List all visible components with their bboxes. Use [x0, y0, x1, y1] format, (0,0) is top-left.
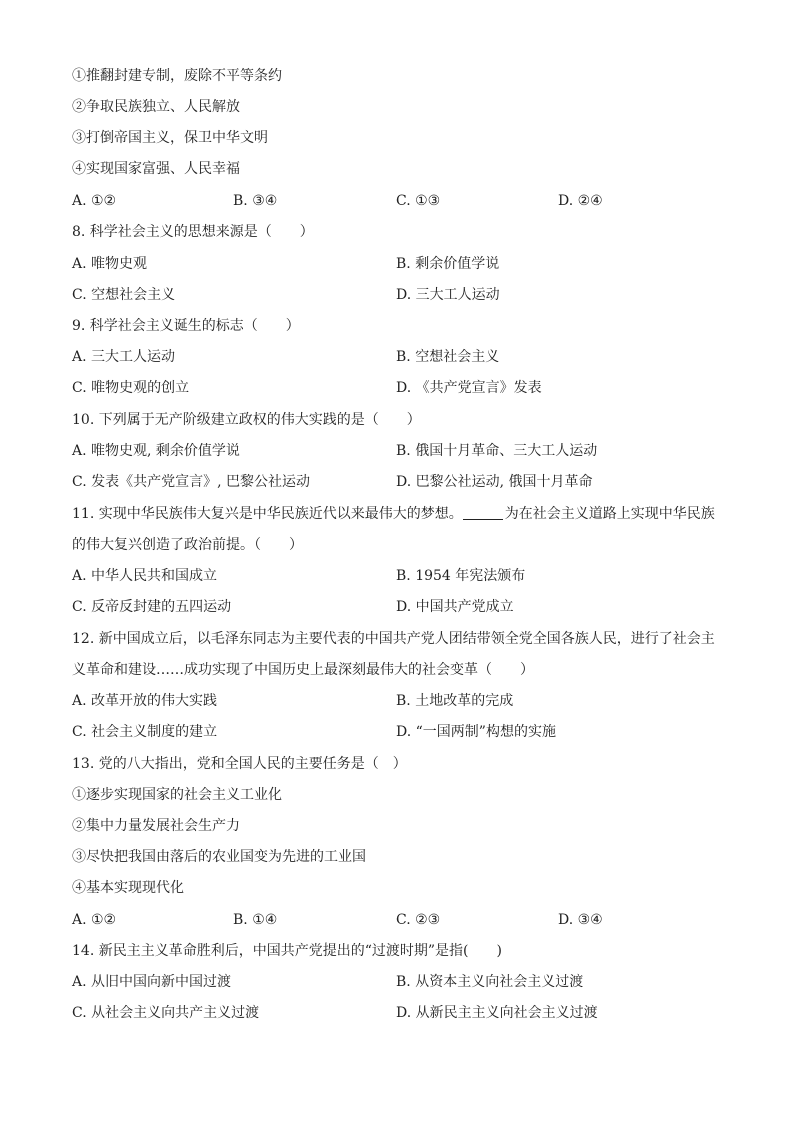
q11-option-c: C. 反帝反封建的五四运动	[72, 599, 232, 615]
question-11-stem	[72, 504, 715, 524]
statement-3: ③打倒帝国主义，保卫中华文明	[72, 130, 268, 146]
q8-option-d: D. 三大工人运动	[396, 287, 500, 303]
q11-option-d: D. 中国共产党成立	[396, 599, 514, 615]
q10-option-b: B. 俄国十月革命、三大工人运动	[396, 443, 598, 459]
q13-statement-3: ③尽快把我国由落后的农业国变为先进的工业国	[72, 849, 366, 865]
q9-option-c: C. 唯物史观的创立	[72, 380, 190, 396]
q13-option-b: B. ①④	[233, 912, 278, 928]
option-b: B. ③④	[233, 193, 278, 209]
option-c: C. ①③	[396, 193, 441, 209]
option-d: D. ②④	[558, 193, 603, 209]
q12-option-a: A. 改革开放的伟大实践	[72, 693, 218, 709]
q9-option-b: B. 空想社会主义	[396, 349, 500, 365]
q13-option-a: A. ①②	[72, 912, 117, 928]
question-8-stem: 8. 科学社会主义的思想来源是（ ）	[72, 224, 314, 240]
q13-option-c: C. ②③	[396, 912, 441, 928]
question-10-stem: 10. 下列属于无产阶级建立政权的伟大实践的是（ ）	[72, 412, 421, 428]
statement-2: ②争取民族独立、人民解放	[72, 99, 240, 115]
q8-option-c: C. 空想社会主义	[72, 287, 176, 303]
question-9-stem: 9. 科学社会主义诞生的标志（ ）	[72, 318, 300, 334]
q11-option-a: A. 中华人民共和国成立	[72, 568, 218, 584]
q13-statement-1: ①逐步实现国家的社会主义工业化	[72, 787, 282, 803]
q9-option-d: D. 《共产党宣言》发表	[396, 380, 542, 396]
q14-option-d: D. 从新民主主义向社会主义过渡	[396, 1005, 598, 1021]
question-11-stem-line2: 的伟大复兴创造了政治前提。（ ）	[72, 537, 303, 553]
question-12-stem-line2: 义革命和建设……成功实现了中国历史上最深刻最伟大的社会变革（ ）	[72, 662, 534, 678]
q14-option-b: B. 从资本主义向社会主义过渡	[396, 974, 584, 990]
answer-blank	[463, 505, 503, 520]
statement-1: ①推翻封建专制，废除不平等条约	[72, 68, 282, 84]
question-13-stem: 13. 党的八大指出，党和全国人民的主要任务是（ ）	[72, 756, 407, 772]
option-a: A. ①②	[72, 193, 117, 209]
q14-option-a: A. 从旧中国向新中国过渡	[72, 974, 232, 990]
q8-option-b: B. 剩余价值学说	[396, 256, 500, 272]
q12-option-d: D. “一国两制”构想的实施	[396, 724, 556, 740]
question-12-stem: 12. 新中国成立后，以毛泽东同志为主要代表的中国共产党人团结带领全党全国各族人民，进行了社会主	[72, 631, 715, 647]
q12-option-b: B. 土地改革的完成	[396, 693, 514, 709]
q9-option-a: A. 三大工人运动	[72, 349, 176, 365]
q11-option-b: B. 1954 年宪法颁布	[396, 568, 526, 584]
q12-option-c: C. 社会主义制度的建立	[72, 724, 218, 740]
q13-statement-2: ②集中力量发展社会生产力	[72, 818, 240, 834]
q13-statement-4: ④基本实现现代化	[72, 880, 184, 896]
q11-stem-start: 11. 实现中华民族伟大复兴是中华民族近代以来最伟大的梦想。	[72, 506, 463, 522]
question-14-stem: 14. 新民主主义革命胜利后，中国共产党提出的“过渡时期”是指( )	[72, 943, 502, 959]
q8-option-a: A. 唯物史观	[72, 256, 148, 272]
q10-option-a: A. 唯物史观, 剩余价值学说	[72, 443, 240, 459]
q11-stem-end: 为在社会主义道路上实现中华民族	[504, 506, 715, 522]
q10-option-d: D. 巴黎公社运动, 俄国十月革命	[396, 474, 593, 490]
q10-option-c: C. 发表《共产党宣言》, 巴黎公社运动	[72, 474, 311, 490]
statement-4: ④实现国家富强、人民幸福	[72, 161, 240, 177]
q13-option-d: D. ③④	[558, 912, 603, 928]
q14-option-c: C. 从社会主义向共产主义过渡	[72, 1005, 260, 1021]
